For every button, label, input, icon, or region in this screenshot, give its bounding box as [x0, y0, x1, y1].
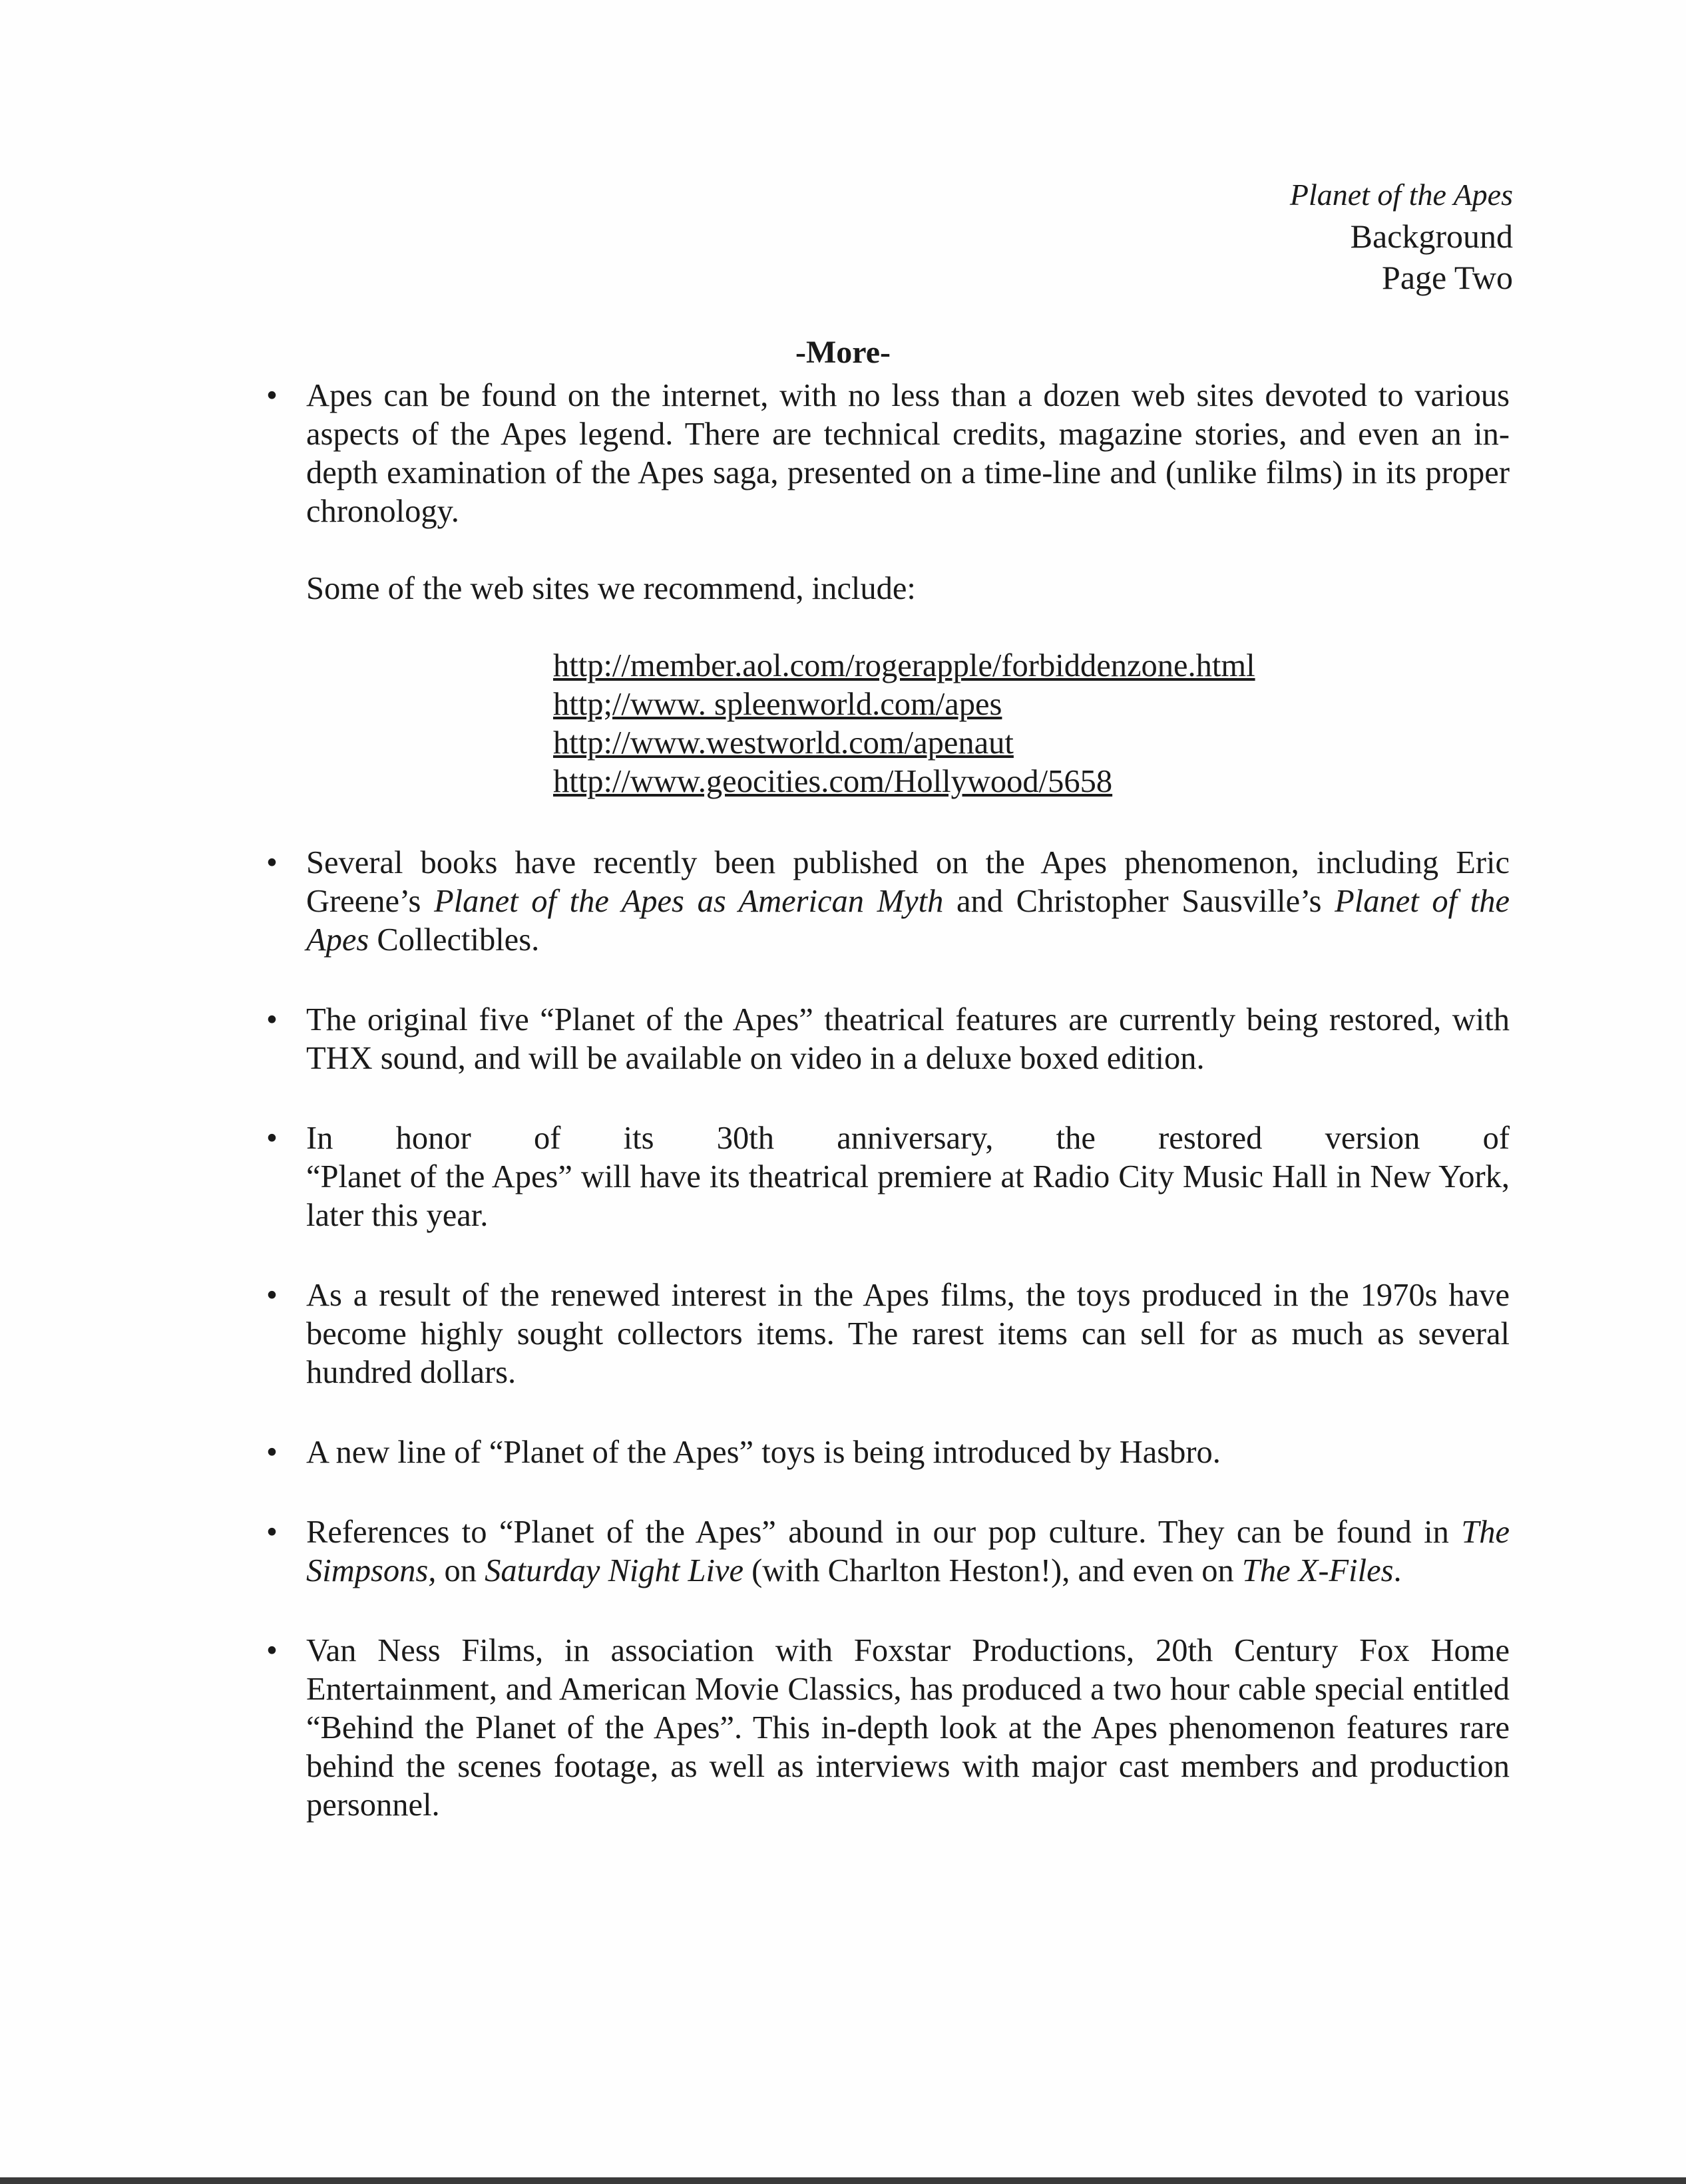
bullet-item-hasbro: [266, 1433, 1510, 1472]
bullet-text: As a result of the renewed interest in the Apes films, the toys produced in the 1970s have become highly sought collectors items. The rarest items can sell for as much as several hundred dollars.: [306, 1278, 1510, 1390]
bullet-icon: •: [266, 1515, 278, 1550]
document-section: Background: [1350, 218, 1513, 255]
bullet-icon: •: [266, 378, 278, 413]
bullet-icon: •: [266, 1121, 278, 1156]
web-link[interactable]: http://member.aol.com/rogerapple/forbiddenzone.html: [553, 648, 1255, 683]
bullet-item-toys: [266, 1276, 1510, 1392]
book-title-american-myth: Planet of the Apes as American Myth: [434, 884, 944, 919]
show-title-snl: Saturday Night Live: [485, 1553, 744, 1588]
document-title: Planet of the Apes: [1289, 178, 1513, 212]
bullet-text: A new line of “Planet of the Apes” toys is being introduced by Hasbro.: [306, 1435, 1221, 1470]
bullet-icon: •: [266, 1002, 278, 1037]
pop-text-pre: References to “Planet of the Apes” abound in our pop culture. They can be found in: [306, 1515, 1462, 1550]
bullet-icon: •: [266, 1633, 278, 1668]
bullet-text: [306, 845, 1510, 958]
anniversary-line-1: In honor of its 30th anniversary, the restored version of: [306, 1121, 1510, 1156]
bullet-item-van-ness: [266, 1632, 1510, 1825]
bullet-icon: •: [266, 1435, 278, 1470]
bullet-text: Apes can be found on the internet, with no less than a dozen web sites devoted to various aspects of the Apes legend. There are technical credits, magazine stories, and even an in-depth examination of the Apes saga, presented on a time-line and (unlike films) in its proper chronology.: [306, 378, 1510, 529]
web-link[interactable]: http://www.geocities.com/Hollywood/5658: [553, 764, 1113, 799]
show-title-simpsons: The Simpsons,: [306, 1515, 1510, 1588]
page-header: [1290, 174, 1513, 298]
page-number-label: Page Two: [1382, 259, 1513, 296]
recommend-paragraph: Some of the web sites we recommend, include:: [306, 571, 916, 606]
bullet-item-internet: [266, 377, 1510, 531]
bullet-icon: •: [266, 845, 278, 880]
web-links-list: [266, 647, 1510, 801]
bullet-icon: •: [266, 1278, 278, 1313]
bullet-item-anniversary: [266, 1119, 1510, 1235]
show-title-x-files: The X-Files: [1241, 1553, 1394, 1588]
anniversary-rest: “Planet of the Apes” will have its theatrical premiere at Radio City Music Hall in New York, later this year.: [306, 1159, 1510, 1233]
web-link[interactable]: http://www.westworld.com/apenaut: [553, 725, 1014, 761]
bullet-item-pop-culture: [266, 1513, 1510, 1590]
scan-bottom-edge: [0, 2177, 1686, 2184]
books-text-pre: Several books have recently been published on the Apes phenomenon, including Eric Greene’s: [306, 845, 1510, 919]
bullet-item-restored: [266, 1001, 1510, 1078]
pop-text-mid2: (with Charlton Heston!), and even on: [743, 1553, 1242, 1588]
more-heading: -More-: [795, 335, 891, 370]
web-link[interactable]: http;//www. spleenworld.com/apes: [553, 687, 1002, 722]
bullet-text: Van Ness Films, in association with Foxstar Productions, 20th Century Fox Home Entertainment, and American Movie Classics, has produced a two hour cable special entitled “Behind the Planet of the Apes”. This in-depth look at the Apes phenomenon features rare behind the scenes footage, as well as interviews with major cast members and production personnel.: [306, 1633, 1510, 1823]
bullet-text: [306, 1515, 1510, 1588]
pop-text-mid1: on: [436, 1553, 485, 1588]
books-text-mid: and Christopher Sausville’s: [943, 884, 1335, 919]
books-text-post: Collectibles.: [369, 922, 540, 958]
document-body: [266, 377, 1510, 1825]
bullet-item-books: [266, 844, 1510, 960]
book-title-collectibles: Planet of the Apes: [306, 884, 1510, 958]
pop-text-post: .: [1393, 1553, 1402, 1588]
bullet-text: The original five “Planet of the Apes” theatrical features are currently being restored, with THX sound, and will be available on video in a deluxe boxed edition.: [306, 1002, 1510, 1076]
